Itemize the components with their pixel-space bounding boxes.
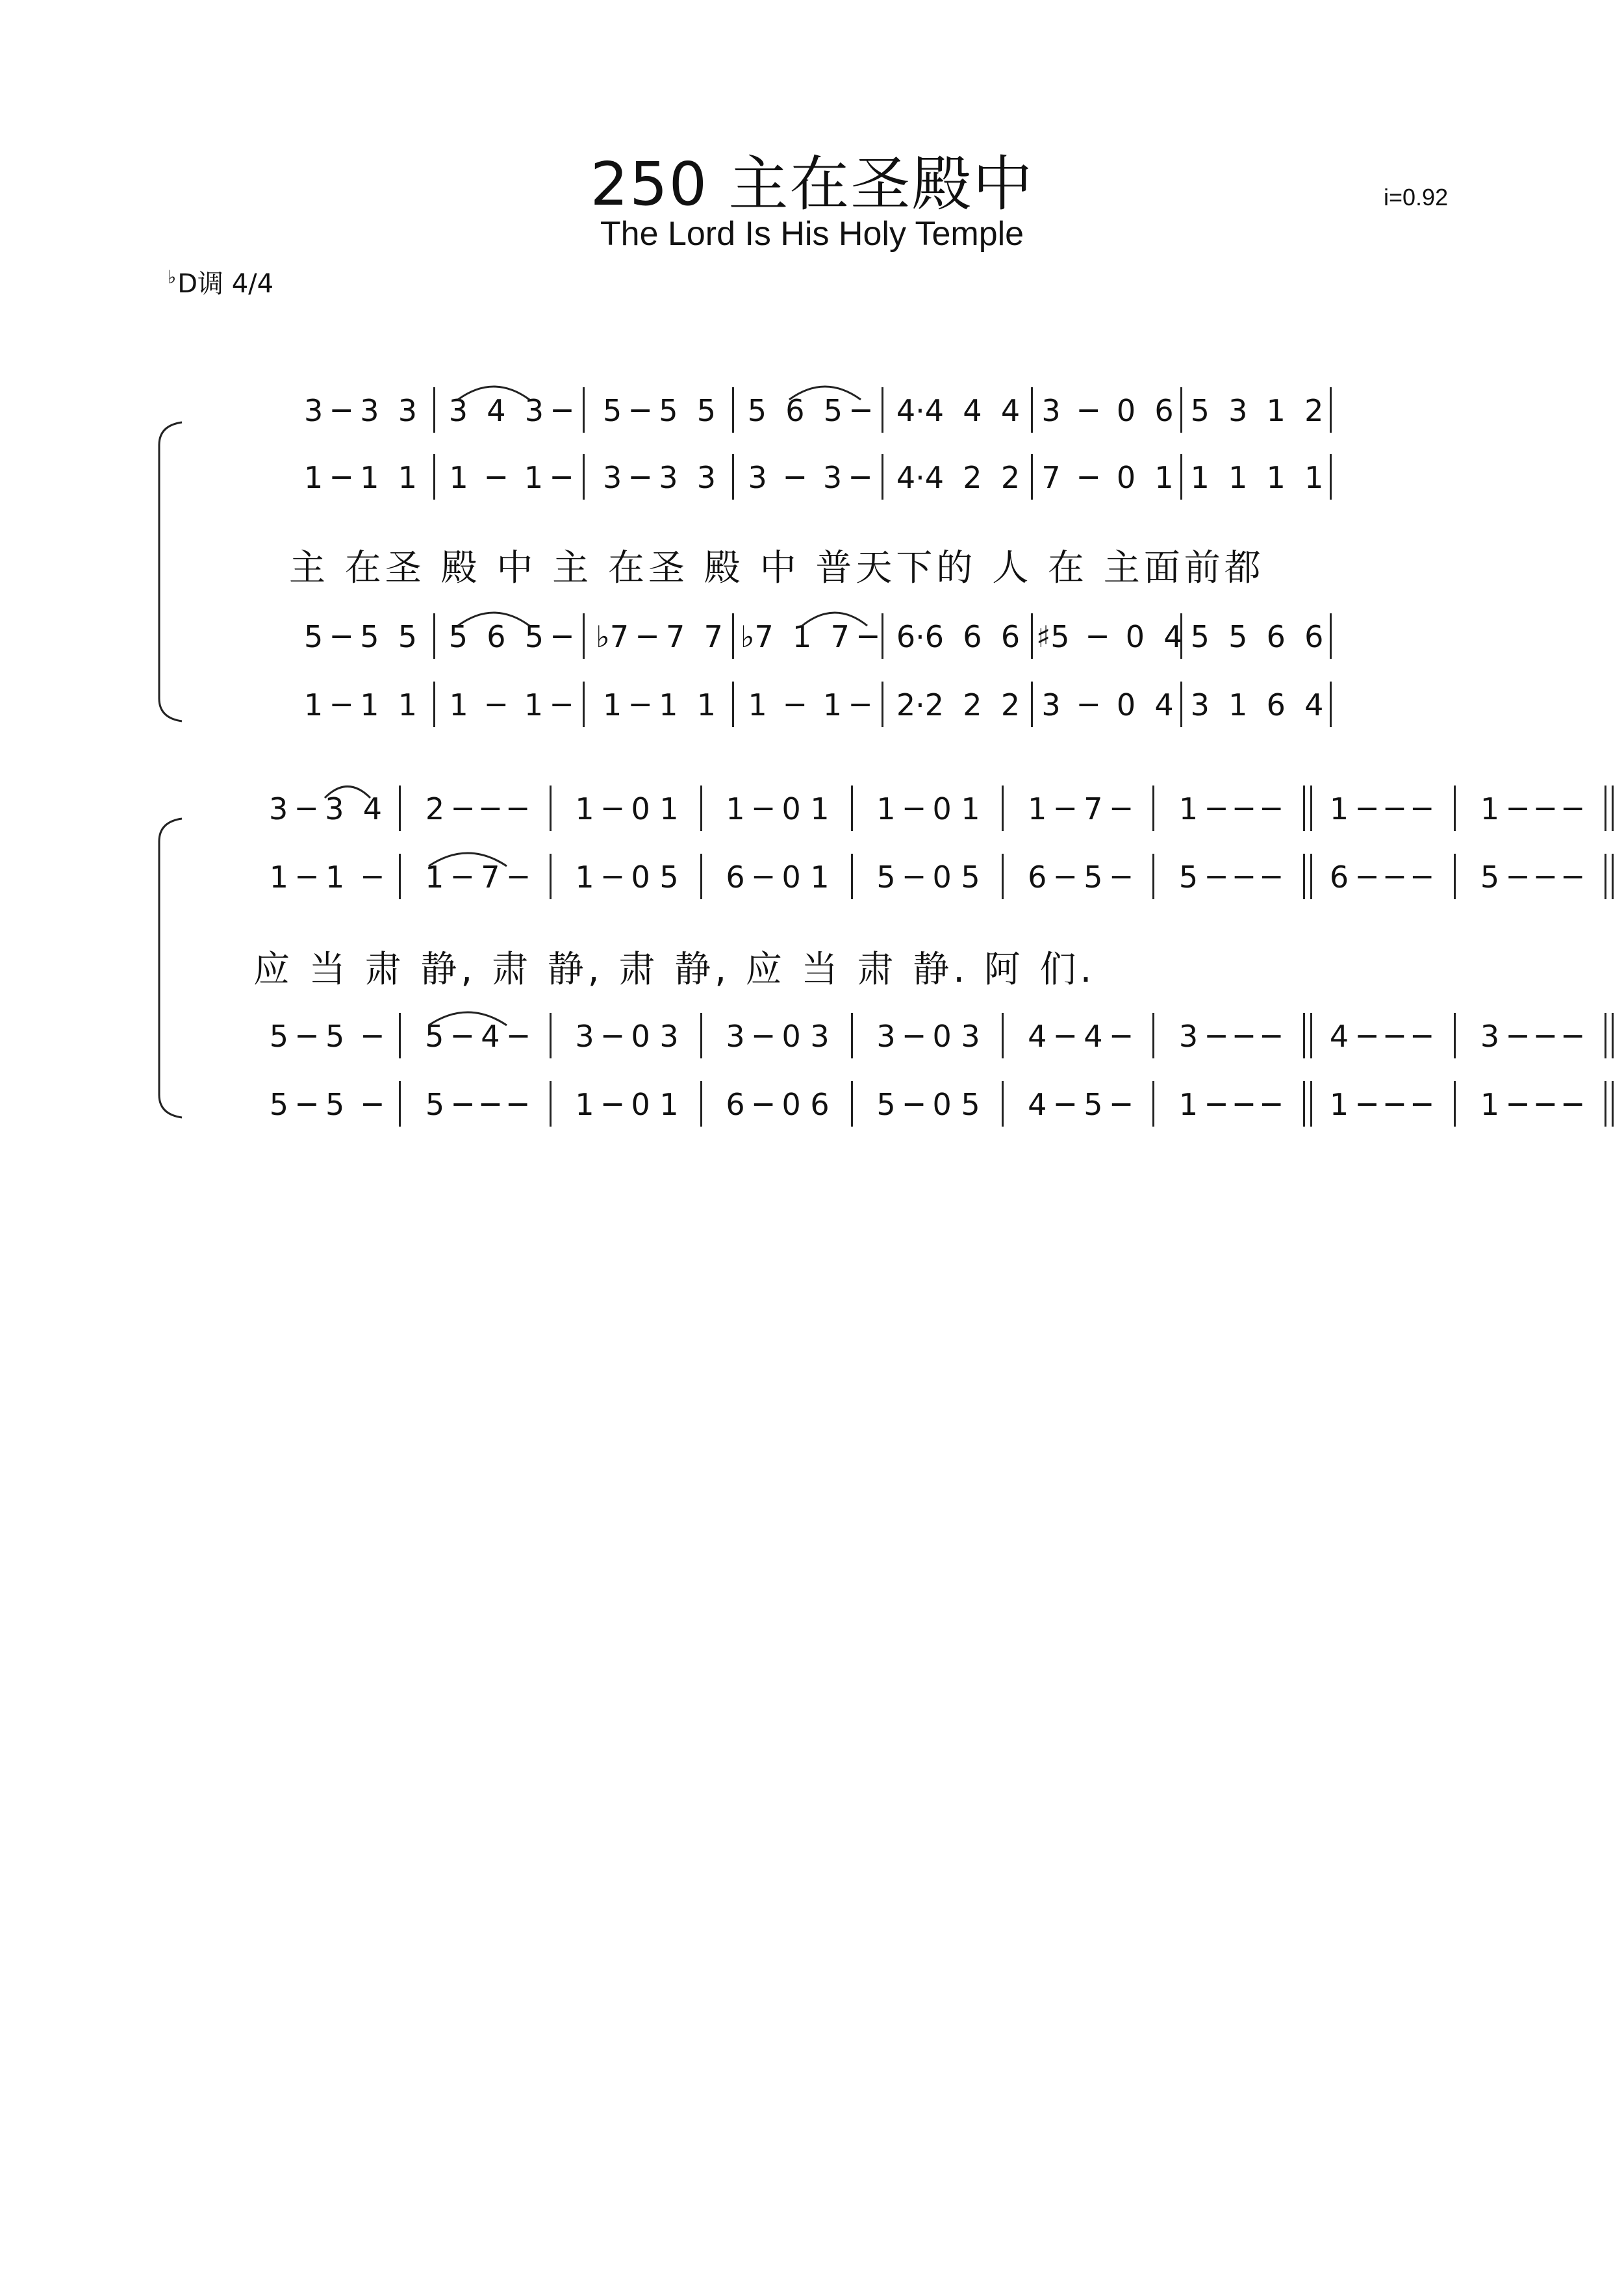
tie bbox=[455, 603, 533, 629]
measure: 1 ─ ─ ─ bbox=[1178, 791, 1281, 826]
measure: 5 ─ 5 ─ bbox=[269, 1019, 382, 1054]
tempo-marking: i=0.92 bbox=[1384, 184, 1449, 211]
tie bbox=[455, 377, 533, 403]
page-title: 250 主在圣殿中 bbox=[590, 149, 1034, 219]
measure: 3 ─ 3 4 bbox=[269, 791, 382, 826]
measure: 2 ─ ─ ─ bbox=[425, 791, 527, 826]
barline bbox=[399, 1013, 401, 1058]
measure: 3 ─ ─ ─ bbox=[1178, 1019, 1281, 1054]
system2-tenor-line bbox=[0, 1010, 1624, 1062]
measure: 1 1 1 1 bbox=[1190, 460, 1324, 495]
measure: 4 ─ 4 ─ bbox=[1028, 1019, 1130, 1054]
system2-alto-line bbox=[0, 851, 1624, 903]
measure: ♯5 ─ 0 4 bbox=[1036, 619, 1183, 654]
barline bbox=[700, 1081, 702, 1127]
system1-bass-line bbox=[0, 679, 1624, 731]
measure: 6·6 6 6 bbox=[896, 619, 1021, 654]
tie bbox=[425, 1003, 510, 1028]
barline bbox=[1152, 786, 1154, 831]
barline bbox=[1002, 1081, 1004, 1127]
tie bbox=[425, 843, 510, 869]
barline bbox=[1152, 1013, 1154, 1058]
barline bbox=[700, 1013, 702, 1058]
measure: 4·4 4 4 bbox=[896, 393, 1021, 428]
measure: 5 ─ 4 ─ bbox=[425, 1019, 527, 1054]
barline bbox=[882, 387, 883, 433]
barline bbox=[732, 387, 734, 433]
system2-lyrics: 应 当 肃 静, 肃 静, 肃 静, 应 当 肃 静. 阿 们. bbox=[253, 949, 1096, 991]
measure: 3 1 6 4 bbox=[1190, 687, 1324, 722]
measure: 3 ─ 0 3 bbox=[726, 1019, 830, 1054]
measure: 1 ─ 1 ─ bbox=[449, 460, 571, 495]
key-text: D调 4/4 bbox=[177, 269, 274, 299]
barline bbox=[583, 454, 585, 500]
measure: 6 ─ ─ ─ bbox=[1329, 860, 1432, 895]
barline bbox=[700, 786, 702, 831]
measure: 1 ─ 0 1 bbox=[726, 791, 830, 826]
barline bbox=[399, 786, 401, 831]
barline bbox=[882, 682, 883, 727]
measure: 4·4 2 2 bbox=[896, 460, 1021, 495]
measure: 3 ─ 0 6 bbox=[1041, 393, 1174, 428]
measure: 3 ─ 3 3 bbox=[304, 393, 417, 428]
flat-sign: ♭ bbox=[168, 266, 177, 288]
measure: 5 6 5 ─ bbox=[747, 393, 870, 428]
measure: 7 ─ 0 1 bbox=[1041, 460, 1174, 495]
barline bbox=[732, 454, 734, 500]
barline bbox=[550, 1081, 552, 1127]
measure: 5 ─ 5 ─ bbox=[269, 1087, 382, 1122]
measure: 3 ─ 0 3 bbox=[575, 1019, 679, 1054]
measure: 5 ─ ─ ─ bbox=[1178, 860, 1281, 895]
measure: ♭7 ─ 7 7 bbox=[596, 619, 723, 654]
barline bbox=[433, 454, 435, 500]
measure: 1 ─ 1 1 bbox=[603, 687, 716, 722]
measure: 1 ─ 0 1 bbox=[876, 791, 980, 826]
barline bbox=[1180, 454, 1182, 500]
measure: 6 ─ 0 6 bbox=[726, 1087, 830, 1122]
barline bbox=[583, 613, 585, 659]
barline bbox=[1031, 682, 1033, 727]
measure: 1 ─ ─ ─ bbox=[1480, 1087, 1582, 1122]
measure: 3 ─ 3 ─ bbox=[748, 460, 870, 495]
measure: 1 ─ 1 ─ bbox=[269, 860, 382, 895]
measure: 1 ─ 1 ─ bbox=[748, 687, 870, 722]
measure: ♭7 1 7 ─ bbox=[740, 619, 878, 654]
measure: 6 ─ 0 1 bbox=[726, 860, 830, 895]
measure: 3 ─ 3 3 bbox=[603, 460, 716, 495]
barline bbox=[433, 682, 435, 727]
measure: 1 ─ 1 ─ bbox=[449, 687, 571, 722]
page-subtitle: The Lord Is His Holy Temple bbox=[600, 215, 1024, 253]
measure: 1 ─ ─ ─ bbox=[1178, 1087, 1281, 1122]
barline bbox=[1002, 786, 1004, 831]
double-barline bbox=[1605, 1013, 1614, 1058]
barline bbox=[1180, 387, 1182, 433]
barline bbox=[433, 387, 435, 433]
measure: 5 ─ 5 5 bbox=[603, 393, 716, 428]
barline bbox=[851, 1013, 853, 1058]
barline bbox=[1330, 454, 1332, 500]
measure: 4 ─ ─ ─ bbox=[1329, 1019, 1432, 1054]
barline bbox=[583, 682, 585, 727]
barline bbox=[732, 682, 734, 727]
measure: 3 ─ 0 4 bbox=[1041, 687, 1174, 722]
key-signature bbox=[168, 263, 273, 300]
barline bbox=[583, 387, 585, 433]
barline bbox=[732, 613, 734, 659]
barline bbox=[1330, 682, 1332, 727]
barline bbox=[1031, 387, 1033, 433]
barline bbox=[1031, 454, 1033, 500]
barline bbox=[1330, 387, 1332, 433]
measure: 5 ─ 5 5 bbox=[304, 619, 417, 654]
measure: 5 3 1 2 bbox=[1190, 393, 1324, 428]
measure: 3 ─ ─ ─ bbox=[1480, 1019, 1582, 1054]
barline bbox=[550, 786, 552, 831]
barline bbox=[851, 1081, 853, 1127]
measure: 1 ─ 1 1 bbox=[304, 687, 417, 722]
measure: 1 ─ 0 5 bbox=[575, 860, 679, 895]
measure: 5 ─ 0 5 bbox=[876, 1087, 980, 1122]
measure: 1 ─ 7 ─ bbox=[425, 860, 527, 895]
barline bbox=[1002, 854, 1004, 899]
measure: 6 ─ 5 ─ bbox=[1028, 860, 1130, 895]
double-barline bbox=[1605, 1081, 1614, 1127]
tie bbox=[799, 603, 870, 629]
measure: 5 ─ ─ ─ bbox=[425, 1087, 527, 1122]
system1-lyrics: 主 在圣 殿 中 主 在圣 殿 中 普天下的 人 在 主面前都 bbox=[289, 547, 1265, 589]
measure: 1 ─ 0 1 bbox=[575, 791, 679, 826]
barline bbox=[1180, 613, 1182, 659]
double-barline bbox=[1605, 786, 1614, 831]
barline bbox=[1454, 854, 1456, 899]
measure: 3 4 3 ─ bbox=[448, 393, 572, 428]
double-barline bbox=[1605, 854, 1614, 899]
system2-bass-line bbox=[0, 1079, 1624, 1131]
barline bbox=[1152, 854, 1154, 899]
measure: 5 6 5 ─ bbox=[448, 619, 572, 654]
barline bbox=[550, 1013, 552, 1058]
measure: 1 ─ ─ ─ bbox=[1329, 791, 1432, 826]
measure: 2·2 2 2 bbox=[896, 687, 1021, 722]
barline bbox=[399, 1081, 401, 1127]
measure: 1 ─ 0 1 bbox=[575, 1087, 679, 1122]
measure: 1 ─ ─ ─ bbox=[1329, 1087, 1432, 1122]
system2-soprano-line bbox=[0, 783, 1624, 835]
measure: 5 5 6 6 bbox=[1190, 619, 1324, 654]
system1-alto-line bbox=[0, 452, 1624, 504]
barline bbox=[882, 613, 883, 659]
barline bbox=[433, 613, 435, 659]
barline bbox=[1152, 1081, 1154, 1127]
measure: 5 ─ 0 5 bbox=[876, 860, 980, 895]
barline bbox=[851, 854, 853, 899]
measure: 4 ─ 5 ─ bbox=[1028, 1087, 1130, 1122]
barline bbox=[1330, 613, 1332, 659]
measure: 5 ─ ─ ─ bbox=[1480, 860, 1582, 895]
measure: 1 ─ 7 ─ bbox=[1028, 791, 1130, 826]
measure: 1 ─ 1 1 bbox=[304, 460, 417, 495]
barline bbox=[550, 854, 552, 899]
measure: 3 ─ 0 3 bbox=[876, 1019, 980, 1054]
measure: 1 ─ ─ ─ bbox=[1480, 791, 1582, 826]
barline bbox=[1180, 682, 1182, 727]
barline bbox=[851, 786, 853, 831]
barline bbox=[399, 854, 401, 899]
barline bbox=[1454, 1081, 1456, 1127]
barline bbox=[1002, 1013, 1004, 1058]
tie bbox=[786, 377, 864, 403]
barline bbox=[1031, 613, 1033, 659]
barline bbox=[1454, 1013, 1456, 1058]
barline bbox=[882, 454, 883, 500]
barline bbox=[1454, 786, 1456, 831]
tie bbox=[322, 775, 374, 801]
barline bbox=[700, 854, 702, 899]
